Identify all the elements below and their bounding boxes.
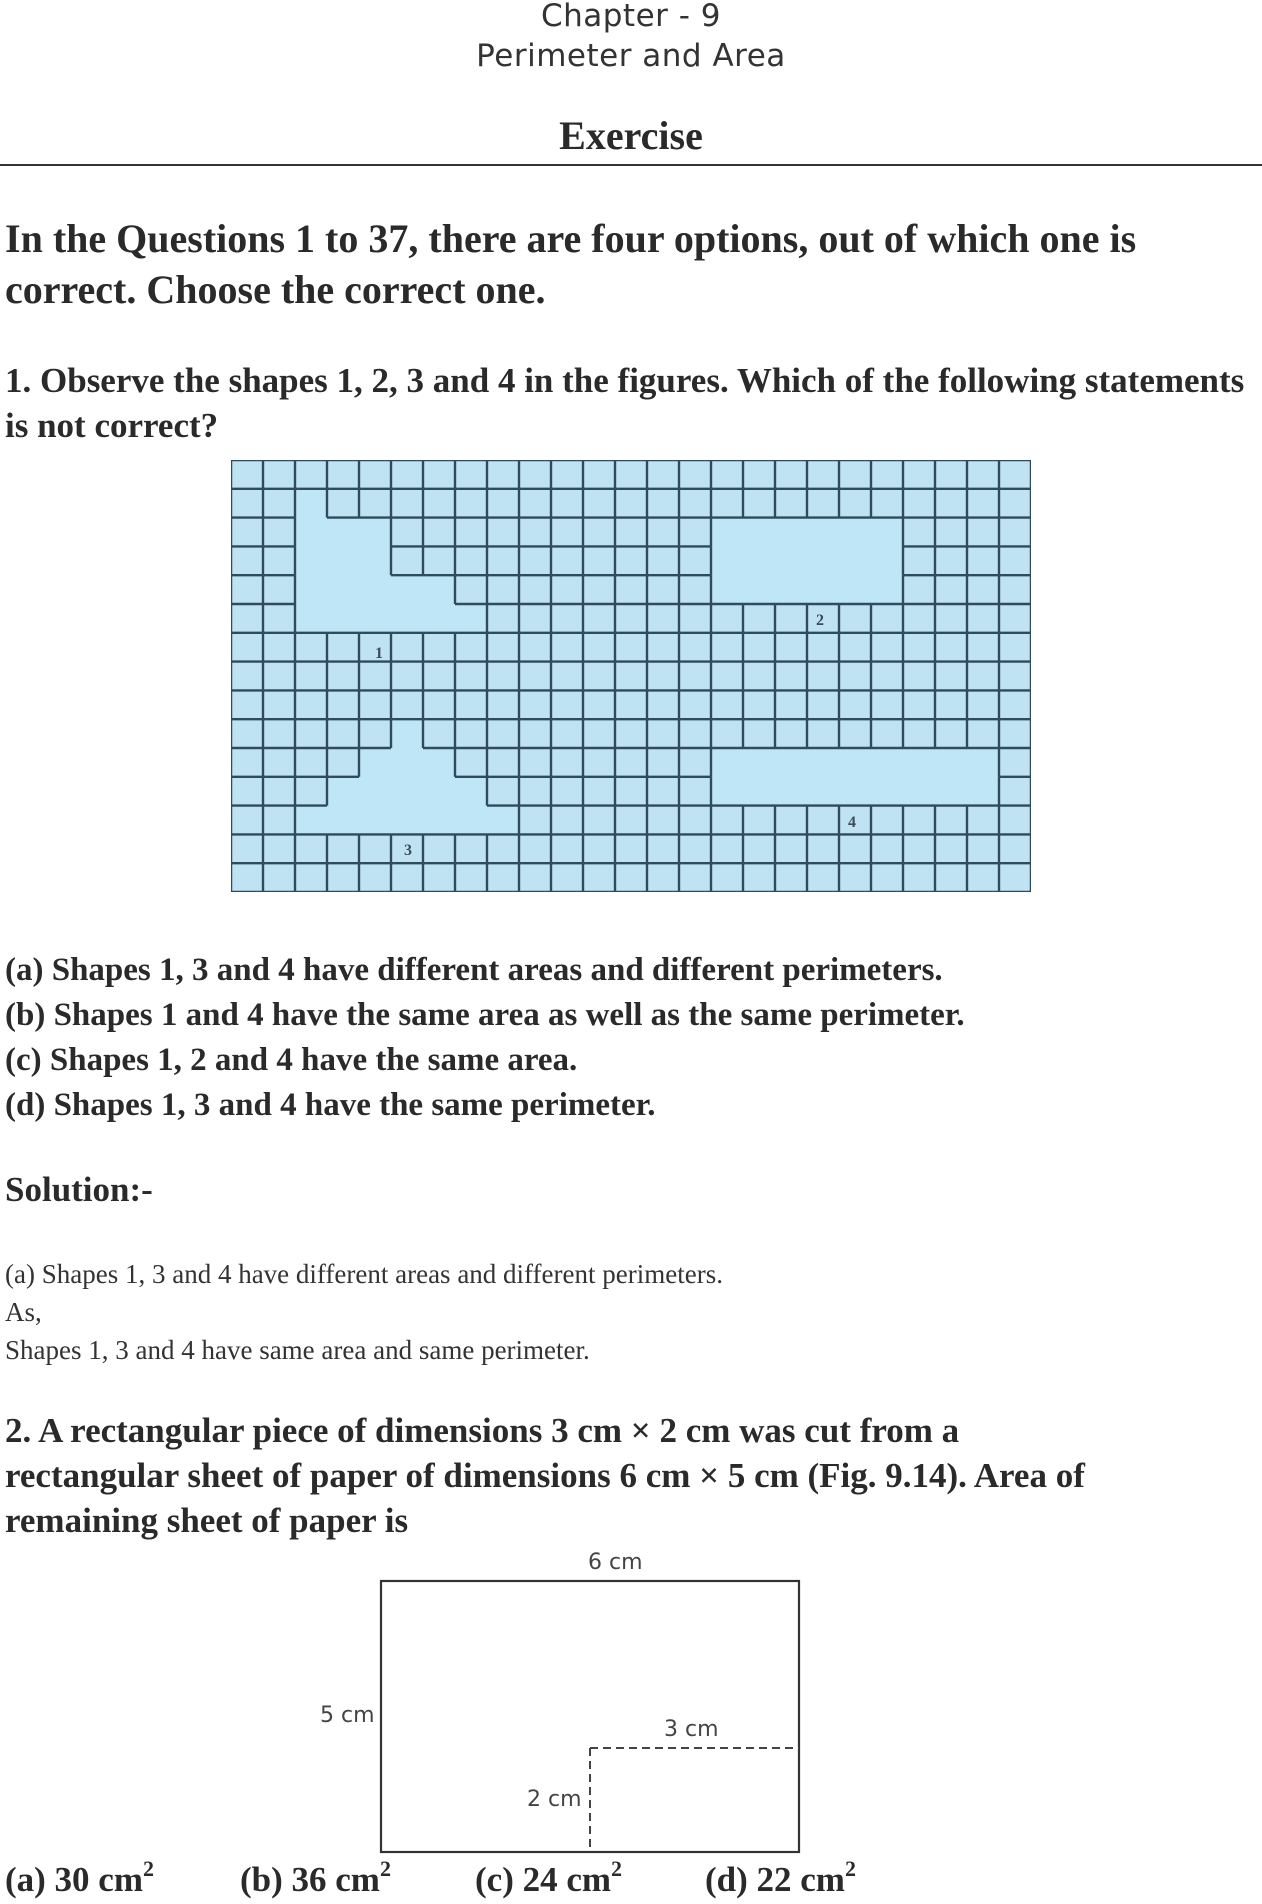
shape-3-label: 3	[404, 842, 412, 859]
label-cut-height-2cm: 2 cm	[527, 1787, 582, 1812]
solution-line-2: As,	[5, 1297, 42, 1327]
question-2-text: 2. A rectangular piece of dimensions 3 cm × 2 cm was cut from a rectangular sheet of paper of dimensions 6 cm × 5 cm (Fig. 9.14). Area of remaining sheet of paper is	[5, 1411, 1085, 1540]
label-width-6cm: 6 cm	[588, 1550, 643, 1575]
solution-heading: Solution:-	[5, 1170, 153, 1209]
label-cut-width-3cm: 3 cm	[664, 1717, 719, 1742]
chapter-title: Perimeter and Area	[476, 38, 786, 74]
chapter-number: Chapter - 9	[540, 0, 722, 34]
instructions: In the Questions 1 to 37, there are four options, out of which one is correct. Choose the correct one.	[5, 216, 1137, 312]
header-divider	[0, 164, 1262, 166]
question-1-option-a: (a) Shapes 1, 3 and 4 have different areas and different perimeters.	[5, 952, 943, 988]
question-1-text: 1. Observe the shapes 1, 2, 3 and 4 in the figures. Which of the following statements is not correct?	[5, 361, 1245, 445]
shape-1-label: 1	[375, 645, 383, 662]
shapes-grid-figure	[231, 460, 1031, 892]
solution-line-1: (a) Shapes 1, 3 and 4 have different areas and different perimeters.	[5, 1259, 723, 1289]
rectangle-cut-figure	[300, 1545, 820, 1865]
shape-4-label: 4	[848, 814, 856, 831]
question-1-option-d: (d) Shapes 1, 3 and 4 have the same perimeter.	[5, 1087, 656, 1123]
question-1-option-c: (c) Shapes 1, 2 and 4 have the same area.	[5, 1042, 578, 1078]
question-2-option-b: (b) 36 $cm^2$	[240, 1856, 391, 1899]
question-2-option-c: (c) 24 $cm^2$	[475, 1856, 623, 1899]
label-height-5cm: 5 cm	[320, 1703, 375, 1728]
section-title: Exercise	[559, 113, 703, 158]
question-1-option-b: (b) Shapes 1 and 4 have the same area as well as the same perimeter.	[5, 997, 965, 1033]
solution-line-3: Shapes 1, 3 and 4 have same area and same perimeter.	[5, 1335, 590, 1365]
question-2-option-d: (d) 22 $cm^2$	[705, 1856, 856, 1899]
question-2-option-a: (a) 30 $cm^2$	[5, 1856, 155, 1899]
shape-2-label: 2	[816, 612, 824, 629]
